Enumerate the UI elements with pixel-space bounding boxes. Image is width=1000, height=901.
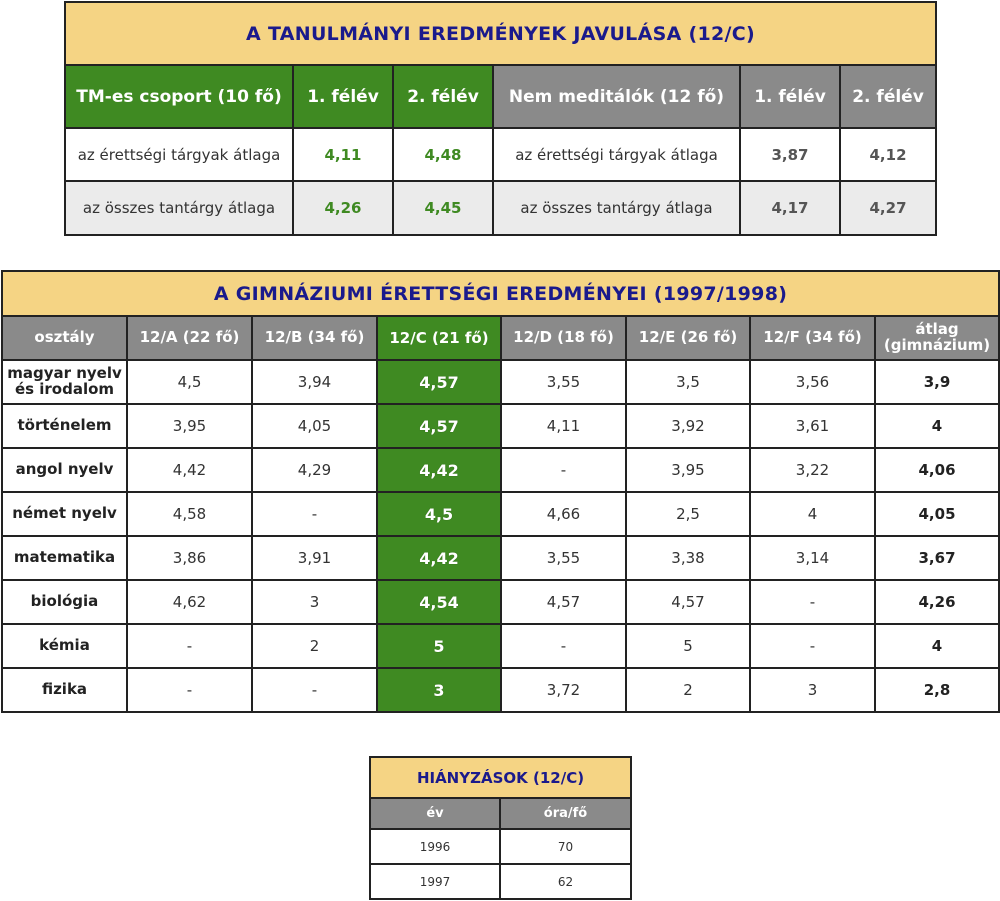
table-row [2,360,999,404]
value-cell: 4,48 [393,128,493,181]
score-cell: - [501,448,626,492]
exam-results-title: A GIMNÁZIUMI ÉRETTSÉGI EREDMÉNYEI (1997/1998) [2,271,999,316]
class-12c-header: 12/C (21 fő) [377,316,501,360]
score-cell: 3 [750,668,875,712]
tm-semester1-header: 1. félév [293,65,393,128]
score-cell: - [127,624,252,668]
score-cell: 3,5 [626,360,750,404]
school-average-score: 4 [875,624,999,668]
table-row [2,448,999,492]
table-row [370,829,631,864]
score-cell: 3,95 [127,404,252,448]
tm-group-header: TM-es csoport (10 fő) [65,65,293,128]
class-12b-header: 12/B (34 fő) [252,316,377,360]
class-12c-score: 4,57 [377,360,501,404]
school-average-score: 2,8 [875,668,999,712]
score-cell: 2,5 [626,492,750,536]
score-cell: 2 [626,668,750,712]
score-cell: 4,57 [501,580,626,624]
subject-label: angol nyelv [2,448,127,492]
subject-label: kémia [2,624,127,668]
score-cell: 4,05 [252,404,377,448]
absences-table [369,756,632,900]
score-cell: 3,72 [501,668,626,712]
class-12f-header: 12/F (34 fő) [750,316,875,360]
class-12d-header: 12/D (18 fő) [501,316,626,360]
row-label: az összes tantárgy átlaga [493,181,740,235]
value-cell: 4,27 [840,181,936,235]
study-results-title: A TANULMÁNYI EREDMÉNYEK JAVULÁSA (12/C) [65,2,936,65]
hours-per-person-header: óra/fő [500,798,631,829]
school-average-score: 4,26 [875,580,999,624]
class-12c-score: 5 [377,624,501,668]
score-cell: 3,22 [750,448,875,492]
score-cell: 4,5 [127,360,252,404]
score-cell: - [501,624,626,668]
school-average-score: 4 [875,404,999,448]
row-label: az érettségi tárgyak átlaga [493,128,740,181]
table-row [65,128,936,181]
score-cell: 3,14 [750,536,875,580]
score-cell: 4,58 [127,492,252,536]
year-cell: 1996 [370,829,500,864]
hours-cell: 62 [500,864,631,899]
score-cell: 4 [750,492,875,536]
score-cell: - [750,580,875,624]
year-header: év [370,798,500,829]
score-cell: 3,92 [626,404,750,448]
subject-label: matematika [2,536,127,580]
score-cell: 5 [626,624,750,668]
class-12c-score: 4,57 [377,404,501,448]
score-cell: - [252,668,377,712]
school-average-score: 4,05 [875,492,999,536]
value-cell: 3,87 [740,128,840,181]
score-cell: 4,57 [626,580,750,624]
table-row [2,668,999,712]
school-average-score: 3,9 [875,360,999,404]
value-cell: 4,11 [293,128,393,181]
table-row [2,404,999,448]
score-cell: 3,94 [252,360,377,404]
year-cell: 1997 [370,864,500,899]
class-12c-score: 4,54 [377,580,501,624]
value-cell: 4,12 [840,128,936,181]
value-cell: 4,45 [393,181,493,235]
row-label: az érettségi tárgyak átlaga [65,128,293,181]
nm-semester2-header: 2. félév [840,65,936,128]
table-row [2,624,999,668]
nm-semester1-header: 1. félév [740,65,840,128]
class-12a-header: 12/A (22 fő) [127,316,252,360]
table-row [2,536,999,580]
class-header: osztály [2,316,127,360]
class-12c-score: 3 [377,668,501,712]
subject-label: magyar nyelv és irodalom [2,360,127,404]
row-label: az összes tantárgy átlaga [65,181,293,235]
value-cell: 4,17 [740,181,840,235]
value-cell: 4,26 [293,181,393,235]
table-row [370,864,631,899]
class-12c-score: 4,5 [377,492,501,536]
subject-label: fizika [2,668,127,712]
score-cell: - [252,492,377,536]
class-12e-header: 12/E (26 fő) [626,316,750,360]
table-row [2,492,999,536]
exam-results-body [2,360,999,712]
score-cell: 3,38 [626,536,750,580]
table-row [65,181,936,235]
score-cell: - [750,624,875,668]
class-12c-score: 4,42 [377,448,501,492]
score-cell: 3,55 [501,360,626,404]
score-cell: 3,56 [750,360,875,404]
exam-results-table [1,270,1000,713]
table-row [2,580,999,624]
non-meditators-header: Nem meditálók (12 fő) [493,65,740,128]
score-cell: 3,91 [252,536,377,580]
subject-label: biológia [2,580,127,624]
school-average-score: 4,06 [875,448,999,492]
score-cell: 4,42 [127,448,252,492]
school-average-header: átlag (gimnázium) [875,316,999,360]
score-cell: - [127,668,252,712]
school-average-score: 3,67 [875,536,999,580]
score-cell: 4,29 [252,448,377,492]
tm-semester2-header: 2. félév [393,65,493,128]
score-cell: 3,61 [750,404,875,448]
subject-label: történelem [2,404,127,448]
score-cell: 4,11 [501,404,626,448]
subject-label: német nyelv [2,492,127,536]
score-cell: 3,86 [127,536,252,580]
score-cell: 4,62 [127,580,252,624]
score-cell: 3,55 [501,536,626,580]
hours-cell: 70 [500,829,631,864]
score-cell: 4,66 [501,492,626,536]
absences-title: HIÁNYZÁSOK (12/C) [370,757,631,798]
score-cell: 3,95 [626,448,750,492]
class-12c-score: 4,42 [377,536,501,580]
score-cell: 3 [252,580,377,624]
score-cell: 2 [252,624,377,668]
study-results-table [64,1,937,236]
